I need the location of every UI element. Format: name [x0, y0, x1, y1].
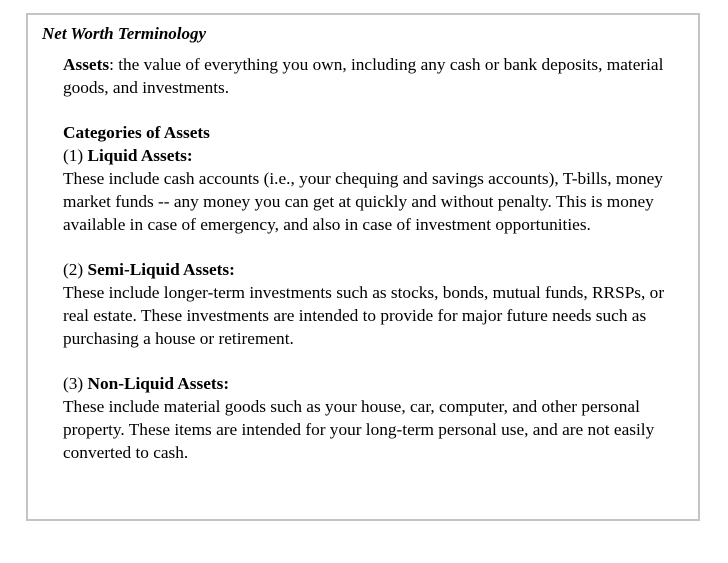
category-semi-liquid-description: These include longer-term investments such as stocks, bonds, mutual funds, RRSPs, or real estate. These investments are intended to provide for major future needs such as purchasing a house or retirement. [63, 283, 665, 348]
category-number: (1) [63, 146, 88, 165]
page-title: Net Worth Terminology [42, 24, 207, 43]
category-non-liquid-description: These include material goods such as your house, car, computer, and other personal property. These items are intended for your long-term personal use, and are not easily converted to cash. [63, 397, 655, 462]
category-number: (3) [63, 374, 88, 393]
categories-title: Categories of Assets [63, 123, 210, 142]
assets-definition [63, 53, 693, 99]
assets-term: Assets [63, 55, 110, 74]
category-name: Liquid Assets: [87, 146, 193, 165]
category-liquid-description: These include cash accounts (i.e., your chequing and savings accounts), T-bills, money market funds -- any money you can get at quickly and without penalty. This is money available in case of emergency, and also in case of investment opportunities. [63, 169, 663, 234]
assets-definition-text: : the value of everything you own, including any cash or bank deposits, material goods, and investments. [63, 55, 664, 97]
category-liquid-header [63, 144, 693, 167]
category-name: Semi-Liquid Assets: [87, 260, 235, 279]
content-panel [26, 13, 700, 521]
category-number: (2) [63, 260, 88, 279]
terminology-body [63, 53, 693, 464]
category-non-liquid-header [63, 372, 693, 395]
category-name: Non-Liquid Assets: [87, 374, 230, 393]
category-semi-liquid-header [63, 258, 693, 281]
